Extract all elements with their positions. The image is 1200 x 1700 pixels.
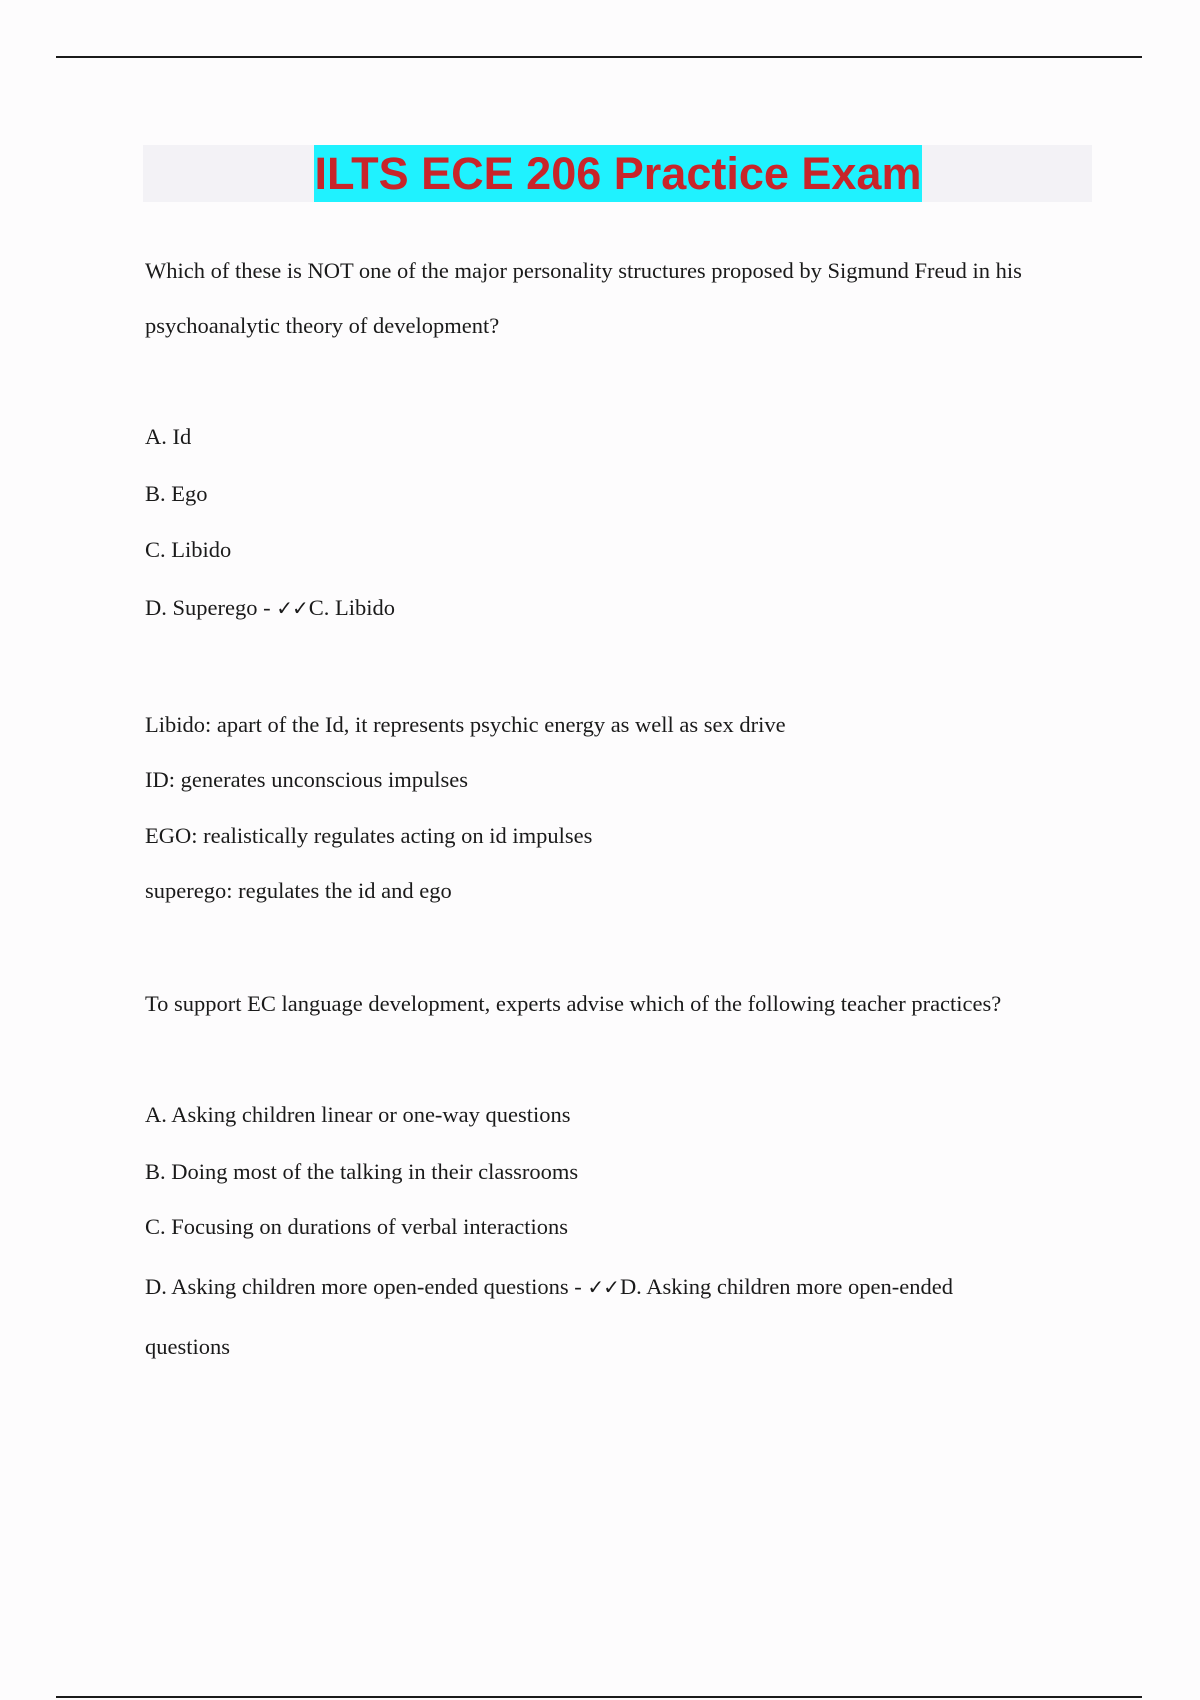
question-1-option-c: C. Libido <box>145 537 232 562</box>
explanation-libido: Libido: apart of the Id, it represents psychic energy as well as sex drive <box>145 712 786 737</box>
question-1-option-b: B. Ego <box>145 481 208 506</box>
question-2-answer-line-1: D. Asking children more open-ended <box>619 1274 953 1299</box>
check-mark-icon: ✓✓ <box>276 596 308 620</box>
question-1-answer: C. Libido <box>308 595 396 620</box>
title-container <box>0 145 1200 202</box>
question-1-option-d-text: D. Superego - <box>145 595 277 620</box>
top-rule <box>56 56 1142 58</box>
question-2-stem: To support EC language development, experts advise which of the following teacher practices? <box>145 991 1002 1016</box>
question-1-stem-line-2: psychoanalytic theory of development? <box>145 313 500 338</box>
question-2-option-d-text: D. Asking children more open-ended questions - <box>145 1274 588 1299</box>
question-2-option-a: A. Asking children linear or one-way questions <box>145 1102 571 1127</box>
explanation-ego: EGO: realistically regulates acting on id impulses <box>145 823 593 848</box>
question-1-stem-line-1: Which of these is NOT one of the major personality structures proposed by Sigmund Freud in his <box>145 258 1022 283</box>
explanation-id: ID: generates unconscious impulses <box>145 767 469 792</box>
question-2-option-c: C. Focusing on durations of verbal interactions <box>145 1214 569 1239</box>
check-mark-icon: ✓✓ <box>587 1275 619 1299</box>
question-2-option-b: B. Doing most of the talking in their classrooms <box>145 1159 579 1184</box>
question-2-answer-line-2: questions <box>145 1334 231 1359</box>
question-1-option-a: A. Id <box>145 424 192 449</box>
explanation-superego: superego: regulates the id and ego <box>145 878 452 903</box>
question-2-option-d <box>145 1272 953 1302</box>
bottom-rule <box>56 1696 1142 1698</box>
question-1-option-d <box>145 593 395 623</box>
document-title: ILTS ECE 206 Practice Exam <box>314 145 923 202</box>
